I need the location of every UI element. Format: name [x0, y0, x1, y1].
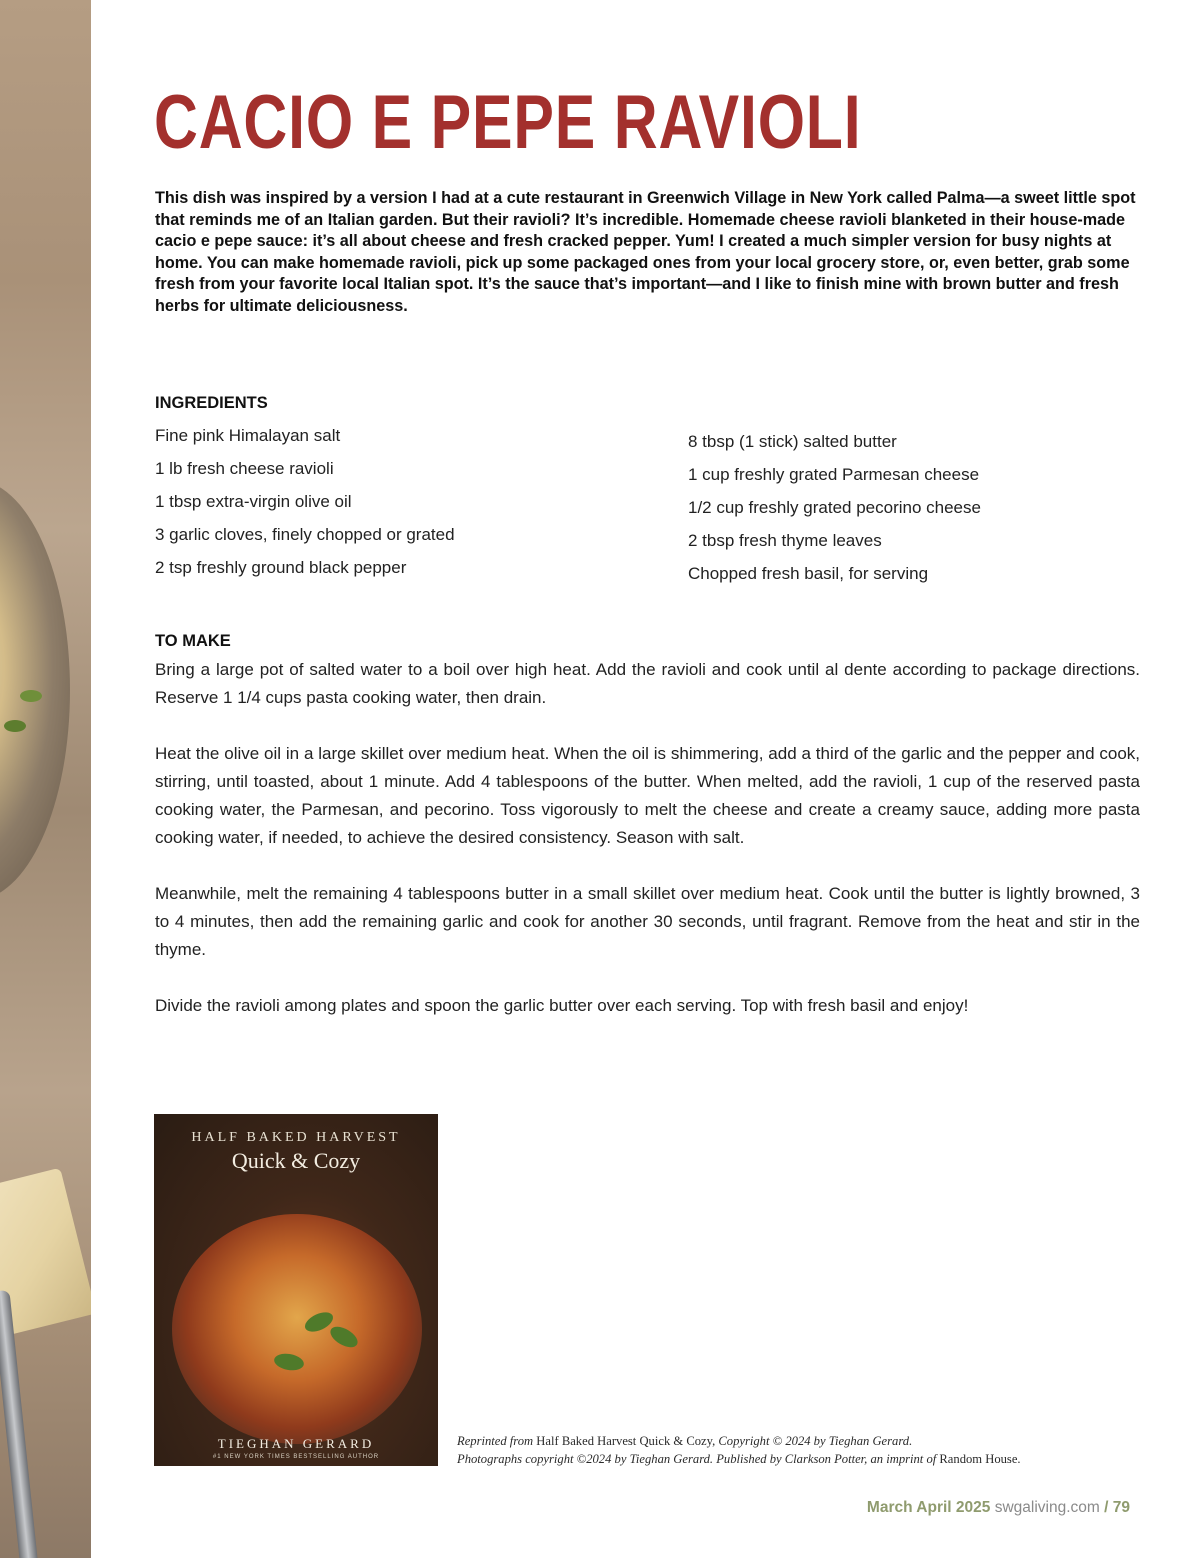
method-steps [155, 656, 1140, 1048]
ingredient-item: 1 lb fresh cheese ravioli [155, 459, 334, 478]
credit-photos: Photographs copyright ©2024 by Tieghan Gerard. Published by Clarkson Potter, an imprint of [457, 1452, 937, 1466]
side-food-photo [0, 0, 91, 1558]
book-author: TIEGHAN GERARD [217, 1436, 375, 1451]
footer-separator: / [1104, 1499, 1109, 1516]
method-step: Meanwhile, melt the remaining 4 tablespoons butter in a small skillet over medium heat. Cook until the butter is lightly browned, 3 to 4 minutes, then add the remaining garlic and cook for another 30 seconds, until fragrant. Remove from the heat and stir in the thyme. [155, 884, 1140, 959]
book-cover-image [154, 1114, 438, 1466]
ingredient-item: 1 cup freshly grated Parmesan cheese [688, 465, 980, 484]
ingredients-list-left [155, 419, 455, 584]
recipe-title: CACIO E PEPE RAVIOLI [154, 80, 862, 165]
herb-garnish [20, 690, 42, 702]
baked-dish-illustration [172, 1214, 422, 1444]
method-step: Heat the olive oil in a large skillet over medium heat. When the oil is shimmering, add a third of the garlic and the pepper and cook, stirring, until toasted, about 1 minute. Add 4 tablespoons of the butter. When melted, add the ravioli, 1 cup of the reserved pasta cooking water, the Parmesan, and pecorino. Toss vigorously to melt the cheese and create a creamy sauce, adding more pasta cooking water, if needed, to achieve the desired consistency. Season with salt. [155, 744, 1140, 847]
ingredient-item: 2 tbsp fresh thyme leaves [688, 531, 882, 550]
credit-publisher: Random House. [939, 1452, 1021, 1466]
ingredient-item: Fine pink Himalayan salt [155, 426, 341, 445]
method-step: Divide the ravioli among plates and spoon the garlic butter over each serving. Top with fresh basil and enjoy! [155, 996, 969, 1015]
ingredients-list-right [688, 425, 981, 590]
ingredient-item: 3 garlic cloves, finely chopped or grated [155, 525, 455, 544]
book-title: Quick & Cozy [231, 1148, 361, 1173]
page-footer [867, 1499, 1130, 1517]
credit-copyright: Copyright © 2024 by Tieghan Gerard. [718, 1434, 913, 1448]
ingredient-item: 1 tbsp extra-virgin olive oil [155, 492, 352, 511]
reprint-credit [457, 1432, 1157, 1468]
herb-garnish [4, 720, 26, 732]
ingredient-item: 1/2 cup freshly grated pecorino cheese [688, 498, 981, 517]
ingredient-item: 8 tbsp (1 stick) salted butter [688, 432, 897, 451]
credit-reprinted: Reprinted from [457, 1434, 534, 1448]
book-tagline: #1 NEW YORK TIMES BESTSELLING AUTHOR [212, 1454, 380, 1460]
footer-issue: March April 2025 [866, 1499, 991, 1516]
book-brand: HALF BAKED HARVEST [191, 1130, 401, 1145]
recipe-intro: This dish was inspired by a version I had at a cute restaurant in Greenwich Village in New York called Palma—a sweet little spot that reminds me of an Italian garden. But their ravioli? It’s incredible. Homemade cheese ravioli blanketed in their house-made cacio e pepe sauce: it’s all about cheese and fresh cracked pepper. Yum! I created a much simpler version for busy nights at home. You can make homemade ravioli, pick up some packaged ones from your local grocery store, or, even better, grab some fresh from your favorite local Italian spot. It’s the sauce that’s important—and I like to finish mine with brown butter and fresh herbs for ultimate deliciousness. [155, 189, 1136, 315]
page-number: 79 [1112, 1499, 1130, 1516]
method-step: Bring a large pot of salted water to a boil over high heat. Add the ravioli and cook until al dente according to package directions. Reserve 1 1/4 cups pasta cooking water, then drain. [155, 660, 1140, 707]
parmesan-wedge [0, 1168, 91, 1343]
method-heading: TO MAKE [155, 632, 231, 650]
footer-site: swgaliving.com [994, 1499, 1100, 1516]
ingredient-item: Chopped fresh basil, for serving [688, 564, 929, 583]
ingredients-heading: INGREDIENTS [155, 394, 268, 412]
ingredient-item: 2 tsp freshly ground black pepper [155, 558, 407, 577]
credit-book-name: Half Baked Harvest Quick & Cozy, [536, 1434, 716, 1448]
